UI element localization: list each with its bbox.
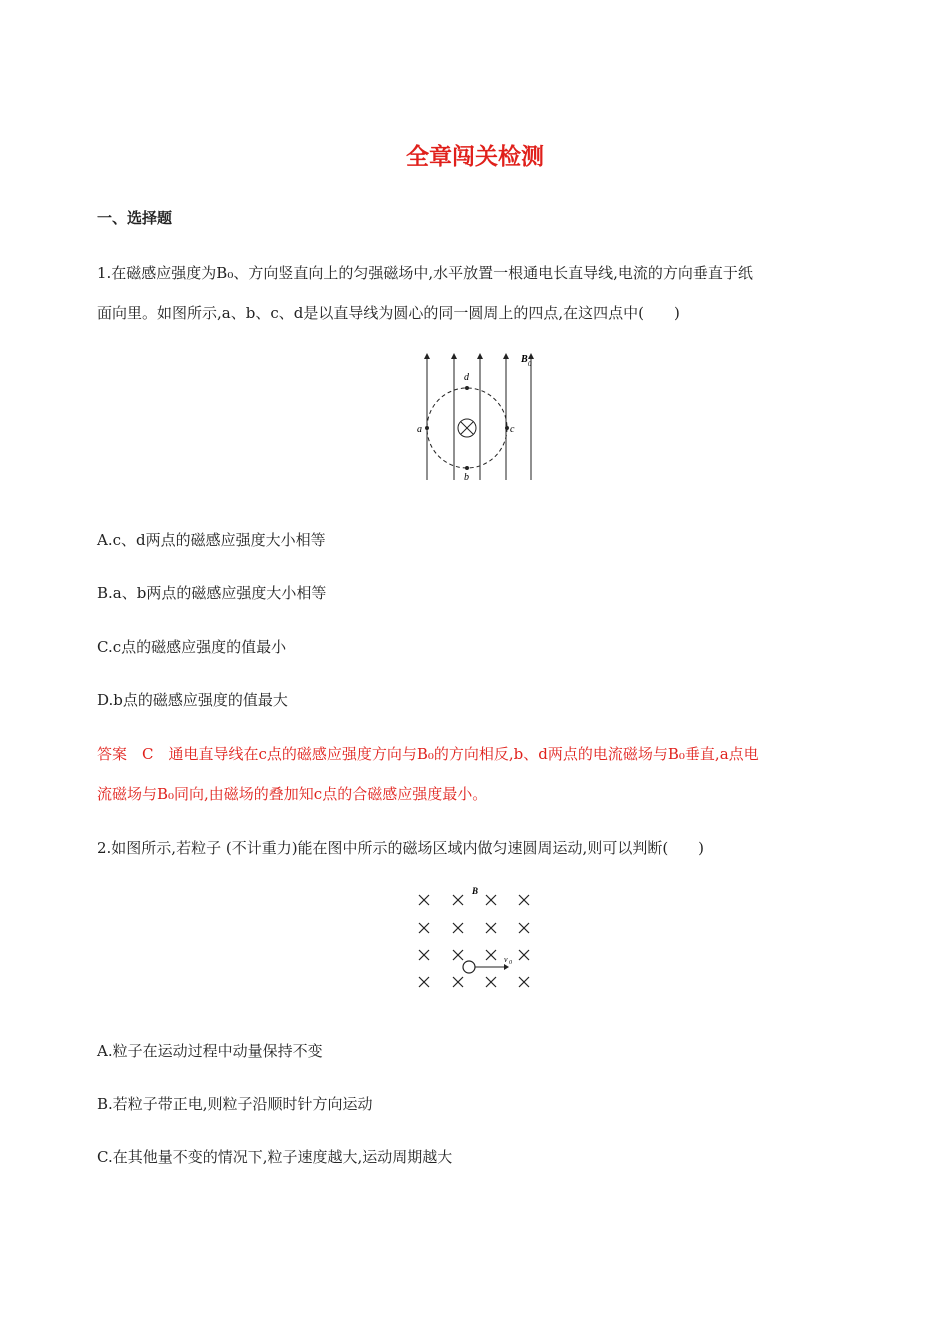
label-d: d xyxy=(464,372,469,383)
question-1-option-c: C.c点的磁感应强度的值最小 xyxy=(97,638,287,656)
label-a: a xyxy=(417,424,422,435)
question-1-option-b: B.a、b两点的磁感应强度大小相等 xyxy=(97,584,327,602)
point-a xyxy=(425,426,429,430)
field-cross-icon xyxy=(519,923,529,933)
field-cross-icon xyxy=(419,895,429,905)
question-2-option-b: B.若粒子带正电,则粒子沿顺时针方向运动 xyxy=(97,1095,373,1113)
velocity-label: v xyxy=(504,955,508,964)
field-cross-icon xyxy=(486,923,496,933)
question-2-figure xyxy=(410,882,545,992)
field-cross-icon xyxy=(519,895,529,905)
field-cross-icon xyxy=(486,950,496,960)
field-cross-icon xyxy=(486,895,496,905)
question-1-option-d: D.b点的磁感应强度的值最大 xyxy=(97,691,288,709)
question-2-option-a: A.粒子在运动过程中动量保持不变 xyxy=(97,1042,323,1060)
velocity-label-sub: 0 xyxy=(509,960,512,966)
question-2-stem-line-1: 2.如图所示,若粒子 (不计重力)能在图中所示的磁场区域内做匀速圆周运动,则可以判断( ) xyxy=(97,839,705,857)
label-b: b xyxy=(464,472,469,483)
question-1-stem-line-1: 1.在磁感应强度为B₀、方向竖直向上的匀强磁场中,水平放置一根通电长直导线,电流的方向垂直于纸 xyxy=(97,264,753,282)
field-cross-icon xyxy=(519,950,529,960)
particle xyxy=(463,961,475,973)
point-c xyxy=(505,426,509,430)
question-1-answer-line-1: 答案 C 通电直导线在c点的磁感应强度方向与B₀的方向相反,b、d两点的电流磁场与B₀垂直,a点电 xyxy=(97,745,759,763)
field-label-sub: 0 xyxy=(528,360,532,368)
field-cross-icon xyxy=(519,977,529,987)
page-title: 全章闯关检测 xyxy=(406,144,544,170)
question-1-stem-line-2: 面向里。如图所示,a、b、c、d是以直导线为圆心的同一圆周上的四点,在这四点中( ) xyxy=(97,304,680,322)
field-cross-icon xyxy=(453,923,463,933)
section-heading: 一、选择题 xyxy=(97,209,173,227)
field-cross-icon xyxy=(419,977,429,987)
field-cross-icon xyxy=(419,950,429,960)
field-cross-icon xyxy=(453,977,463,987)
question-2-option-c: C.在其他量不变的情况下,粒子速度越大,运动周期越大 xyxy=(97,1148,453,1166)
label-c: c xyxy=(510,424,515,435)
field-label: B xyxy=(521,354,528,365)
question-1-answer-line-2: 流磁场与B₀同向,由磁场的叠加知c点的合磁感应强度最小。 xyxy=(97,785,488,803)
question-1-figure xyxy=(410,348,550,484)
point-b xyxy=(465,466,469,470)
field-cross-icon xyxy=(453,895,463,905)
question-1-option-a: A.c、d两点的磁感应强度大小相等 xyxy=(97,531,326,549)
field-cross-icon xyxy=(486,977,496,987)
field-label: B xyxy=(472,886,479,896)
field-cross-icon xyxy=(453,950,463,960)
current-into-page-icon xyxy=(458,419,476,437)
field-cross-icon xyxy=(419,923,429,933)
point-d xyxy=(465,386,469,390)
